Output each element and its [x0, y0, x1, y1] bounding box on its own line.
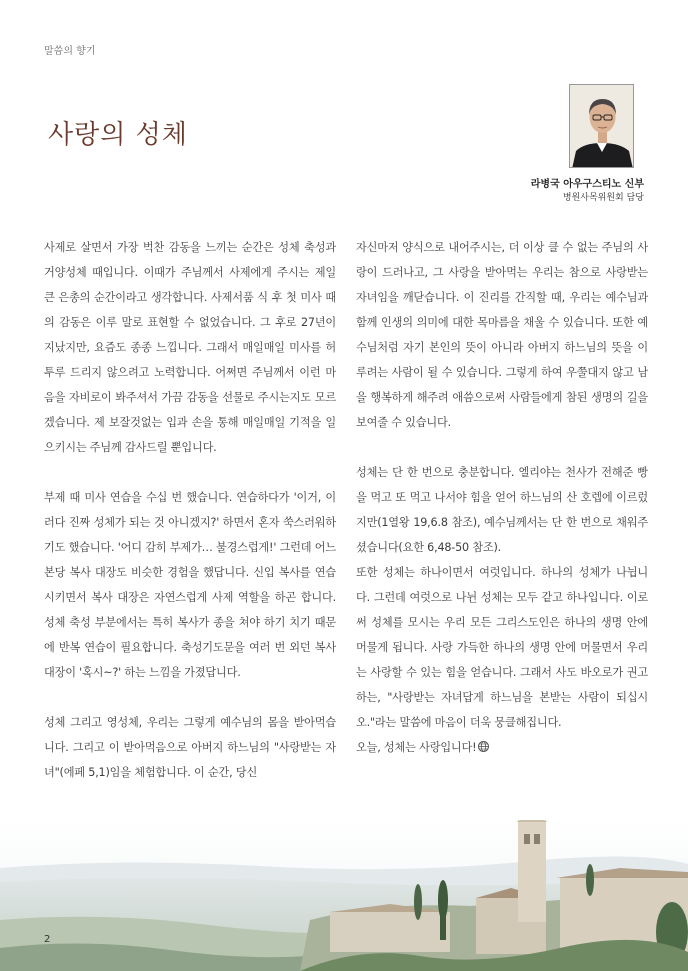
author-portrait: [569, 84, 634, 168]
closing-text: 오늘, 성체는 사랑입니다!: [356, 741, 477, 754]
closing-line: [356, 735, 648, 760]
body-column-right: [356, 235, 648, 760]
page-title: 사랑의 성체: [48, 120, 188, 150]
author-role: 병원사목위원회 담당: [562, 193, 644, 203]
page-number: 2: [44, 934, 51, 945]
paragraph: 성체 그리고 영성체, 우리는 그렇게 예수님의 몸을 받아먹습니다. 그리고 이 받아먹음으로 아버지 하느님의 "사랑받는 자녀"(에페 5,1)임을 체험합니다. 이 순간, 당신: [44, 716, 336, 779]
paragraph: 성체는 단 한 번으로 충분합니다. 엘리야는 천사가 전해준 빵을 먹고 또 먹고 나서야 힘을 얻어 하느님의 산 호렙에 이르렀지만(1열왕 19,6.8 참조), 예수님께서는 단 한 번으로 채워주셨습니다(요한 6,48-50 참조).: [356, 466, 648, 554]
paragraph: 자신마저 양식으로 내어주시는, 더 이상 클 수 없는 주님의 사랑이 드러나고, 그 사랑을 받아먹는 우리는 참으로 사랑받는 자녀임을 깨닫습니다. 이 진리를 간직할 때, 우리는 예수님과 함께 인생의 의미에 대한 목마름을 채울 수 있습니다. 또한 예수님처럼 자기 본인의 뜻이 아니라 아버지 하느님의 뜻을 이루려는 사람이 될 수 있습니다. 그렇게 하여 우쭐대지 않고 남을 행복하게 해주려 애씀으로써 사람들에게 참된 생명의 길을 보여줄 수 있습니다.: [356, 241, 648, 429]
paragraph: 부제 때 미사 연습을 수십 번 했습니다. 연습하다가 '이거, 이러다 진짜 성체가 되는 것 아니겠지?' 하면서 혼자 쑥스러워하기도 했습니다. '어디 감히 부제가… 불경스럽게!' 그런데 어느 본당 복사 대장도 비슷한 경험을 했답니다. 신입 복사를 연습시키면서 복사 대장은 자연스럽게 사제 역할을 하곤 합니다. 성체 축성 부분에서는 특히 복사가 종을 쳐야 하기 치기 때문에 반복 연습이 필요합니다. 축성기도문을 여러 번 외던 복사 대장이 '혹시~?' 하는 느낌을 가졌답니다.: [44, 491, 336, 679]
globe-icon: [478, 741, 489, 752]
section-label: 말씀의 향기: [44, 46, 96, 57]
paragraph: 사제로 살면서 가장 벅찬 감동을 느끼는 순간은 성체 축성과 거양성체 때입니다. 이때가 주님께서 사제에게 주시는 제일 큰 은총의 순간이라고 생각합니다. 사제서품 식 후 첫 미사 때의 감동은 이루 말로 표현할 수 없었습니다. 그 후로 27년이 지났지만, 요즘도 종종 느낍니다. 그래서 매일매일 미사를 허투루 드리지 않으려고 노력합니다. 어쩌면 주님께서 이런 마음을 자비로이 봐주셔서 가끔 감동을 선물로 주시는지도 모르겠습니다. 제 보잘것없는 입과 손을 통해 매일매일 기적을 일으키시는 주님께 감사드릴 뿐입니다.: [44, 241, 336, 454]
paragraph: 또한 성체는 하나이면서 여럿입니다. 하나의 성체가 나뉩니다. 그런데 여럿으로 나뉜 성체는 모두 같고 하나입니다. 이로써 성체를 모시는 우리 모든 그리스도인은 하나의 생명 안에 머물게 됩니다. 사랑 가득한 하나의 생명 안에 머물면서 우리는 사랑할 수 있는 힘을 얻습니다. 그래서 사도 바오로가 권고하는, "사랑받는 자녀답게 하느님을 본받는 사람이 되십시오."라는 말씀에 마음이 더욱 뭉클해집니다.: [356, 566, 648, 729]
author-info: [531, 178, 644, 205]
landscape-photo: [0, 820, 688, 971]
author-name: 라병국 아우구스티노 신부: [530, 179, 644, 190]
body-column-left: [44, 235, 336, 810]
